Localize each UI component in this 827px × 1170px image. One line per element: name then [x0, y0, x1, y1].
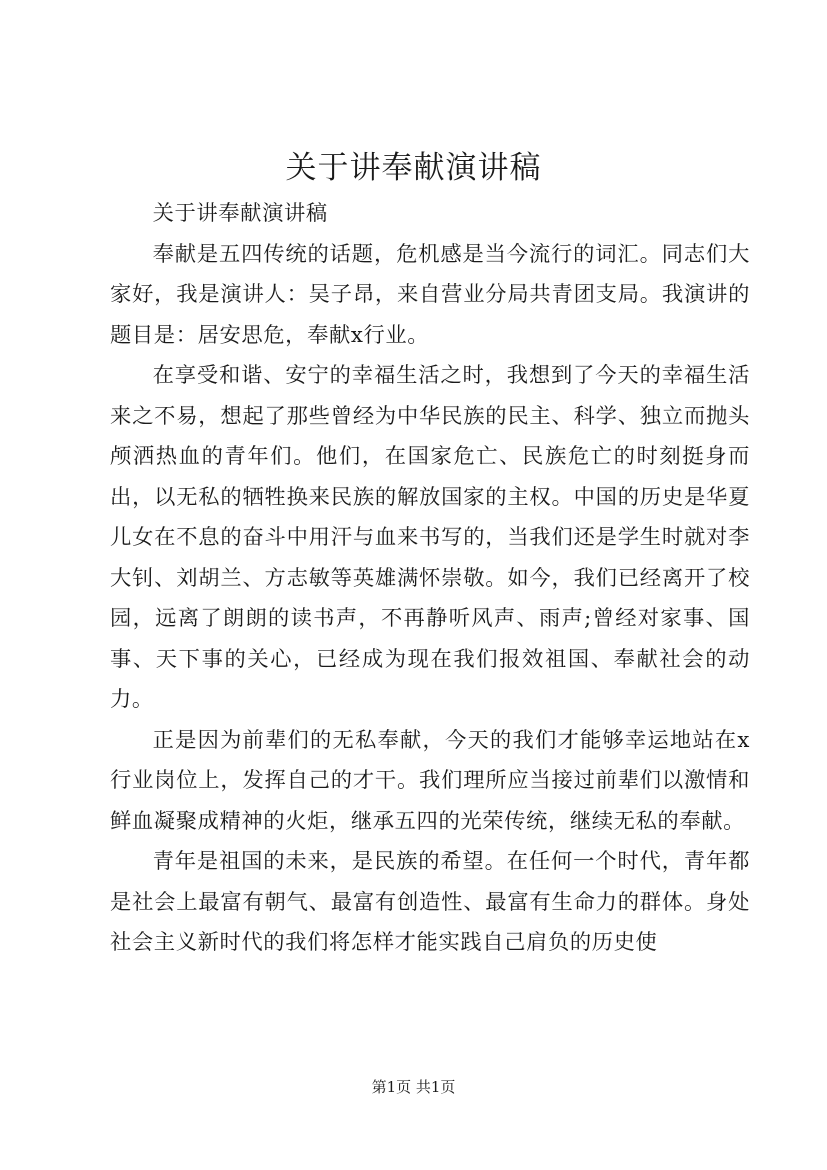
paragraph: 青年是祖国的未来，是民族的希望。在任何一个时代，青年都是社会上最富有朝气、最富有创造性、最富有生命力的群体。身处社会主义新时代的我们将怎样才能实践自己肩负的历史使	[110, 849, 750, 955]
paragraph: 正是因为前辈们的无私奉献，今天的我们才能够幸运地站在x行业岗位上，发挥自己的才干。我们理所应当接过前辈们以激情和鲜血凝聚成精神的火炬，继承五四的光荣传统，继续无私的奉献。	[110, 727, 750, 834]
page-number-footer: 第1页 共1页	[371, 1078, 456, 1096]
paragraph: 在享受和谐、安宁的幸福生活之时，我想到了今天的幸福生活来之不易，想起了那些曾经为中华民族的民主、科学、独立而抛头颅洒热血的青年们。他们，在国家危亡、民族危亡的时刻挺身而出，以无私的牺牲换来民族的解放国家的主权。中国的历史是华夏儿女在不息的奋斗中用汗与血来书写的，当我们还是学生时就对李大钊、刘胡兰、方志敏等英雄满怀崇敬。如今，我们已经离开了校园，远离了朗朗的读书声，不再静听风声、雨声;曾经对家事、国事、天下事的关心，已经成为现在我们报效祖国、奉献社会的动力。	[110, 363, 750, 712]
document-body	[110, 194, 750, 964]
document-title: 关于讲奉献演讲稿	[285, 150, 542, 186]
paragraph: 关于讲奉献演讲稿	[152, 201, 328, 226]
paragraph: 奉献是五四传统的话题，危机感是当今流行的词汇。同志们大家好，我是演讲人：吴子昂，来自营业分局共青团支局。我演讲的题目是：居安思危，奉献x行业。	[110, 241, 750, 348]
